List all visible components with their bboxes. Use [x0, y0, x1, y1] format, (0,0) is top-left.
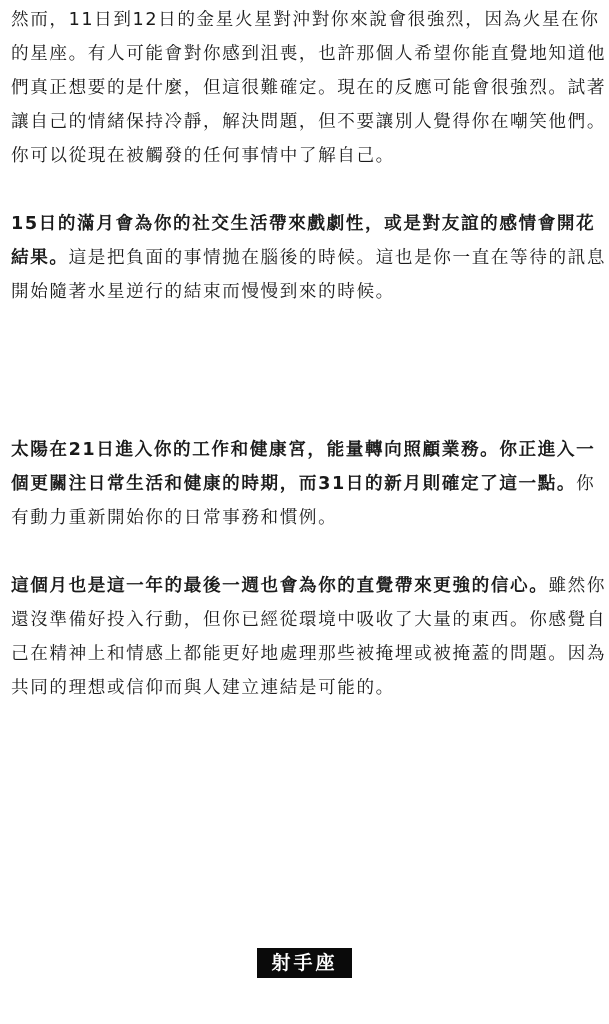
paragraph-1 [11, 0, 607, 173]
paragraph-4-lead: 這個月也是這一年的最後一週也會為你的直覺帶來更強的信心。 [11, 576, 549, 596]
horoscope-article [11, 0, 607, 705]
paragraph-3-lead: 太陽在21日進入你的工作和健康宮，能量轉向照顧業務。你正進入一個更關注日常生活和健康的時期，而31日的新月則確定了這一點。 [11, 440, 596, 494]
sign-heading: 射手座 [257, 948, 351, 978]
paragraph-2-text: 這是把負面的事情拋在腦後的時候。這也是你一直在等待的訊息開始隨著水星逆行的結束而慢慢到來的時候。 [11, 248, 607, 302]
paragraph-2-lead: 15日的滿月會為你的社交生活帶來戲劇性，或是對友誼的感情會開花結果。 [11, 214, 596, 268]
paragraph-4 [11, 569, 607, 705]
paragraph-1-text: 然而，11日到12日的金星火星對沖對你來說會很強烈，因為火星在你的星座。有人可能會對你感到沮喪，也許那個人希望你能直覺地知道他們真正想要的是什麼，但這很難確定。現在的反應可能會很強烈。試著讓自己的情緒保持冷靜，解決問題，但不要讓別人覺得你在嘲笑他們。你可以從現在被觸發的任何事情中了解自己。 [11, 10, 607, 166]
paragraph-3 [11, 433, 607, 535]
paragraph-2 [11, 207, 607, 309]
paragraph-3-text: 你有動力重新開始你的日常事務和慣例。 [11, 474, 596, 528]
paragraph-4-text: 雖然你還沒準備好投入行動，但你已經從環境中吸收了大量的東西。你感覺自己在精神上和情感上都能更好地處理那些被掩埋或被掩蓋的問題。因為共同的理想或信仰而與人建立連結是可能的。 [11, 576, 607, 698]
sign-heading-container [0, 948, 609, 978]
